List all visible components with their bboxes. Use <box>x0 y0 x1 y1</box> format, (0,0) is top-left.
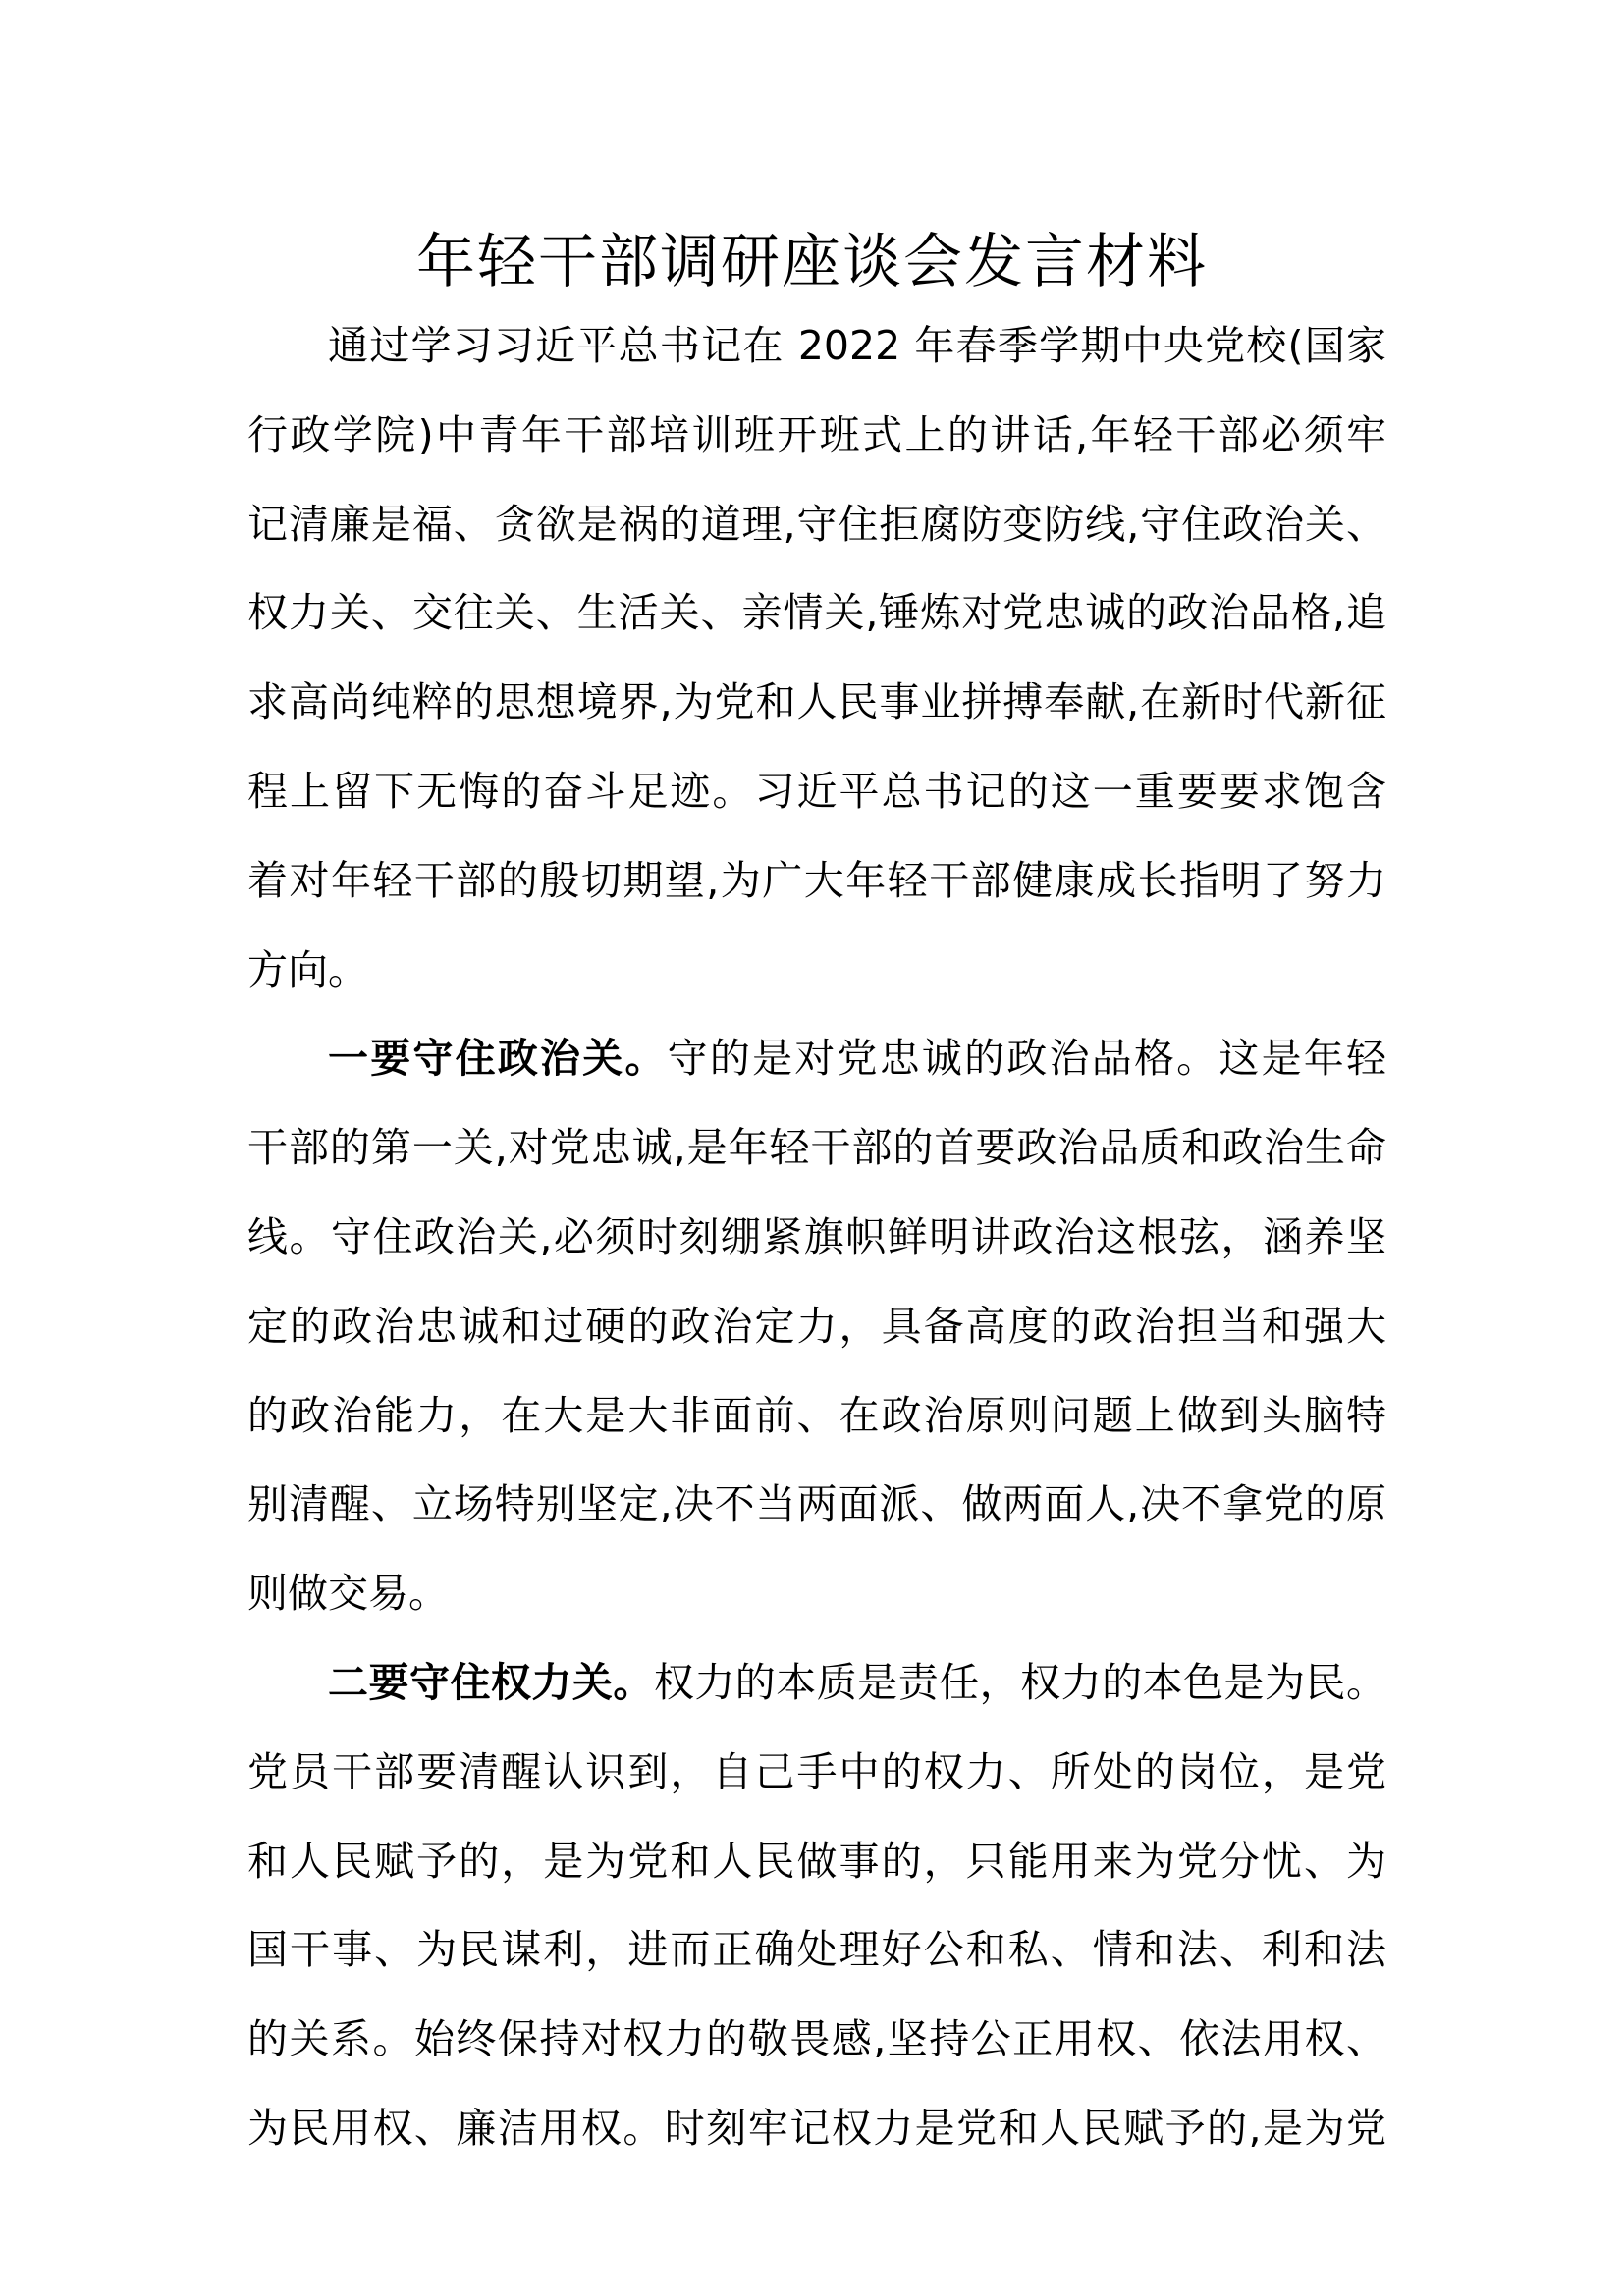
text-line: 的关系。始终保持对权力的敬畏感,坚持公正用权、依法用权、 <box>247 2015 1386 2063</box>
paragraph-lead: 一要守住政治关。 <box>328 1035 668 1083</box>
paragraph-political <box>247 1014 1386 1638</box>
text-line: 记清廉是福、贪欲是祸的道理,守住拒腐防变防线,守住政治关、 <box>247 500 1386 548</box>
text-line-rest: 权力的本质是责任，权力的本色是为民。 <box>653 1658 1387 1706</box>
text-line: 别清醒、立场特别坚定,决不当两面派、做两面人,决不拿党的原 <box>247 1480 1386 1528</box>
text-line: 线。守住政治关,必须时刻绷紧旗帜鲜明讲政治这根弦，涵养坚 <box>247 1212 1386 1260</box>
text-line: 求高尚纯粹的思想境界,为党和人民事业拼搏奉献,在新时代新征 <box>247 678 1386 726</box>
text-line: 和人民赋予的，是为党和人民做事的，只能用来为党分忧、为 <box>247 1837 1386 1885</box>
text-line: 定的政治忠诚和过硬的政治定力，具备高度的政治担当和强大 <box>247 1302 1386 1350</box>
text-line-rest: 守的是对党忠诚的政治品格。这是年轻 <box>667 1035 1387 1083</box>
document-title: 年轻干部调研座谈会发言材料 <box>416 228 1208 296</box>
text-line: 干部的第一关,对党忠诚,是年轻干部的首要政治品质和政治生命 <box>247 1124 1386 1172</box>
text-line: 国干事、为民谋利，进而正确处理好公和私、情和法、利和法 <box>247 1926 1386 1974</box>
text-line: 行政学院)中青年干部培训班开班式上的讲话,年轻干部必须牢 <box>247 410 1386 458</box>
text-line <box>247 1638 1386 1728</box>
text-line: 通过学习习近平总书记在 2022 年春季学期中央党校(国家 <box>328 322 1386 369</box>
text-line <box>247 1014 1386 1103</box>
document-body <box>247 301 1386 2173</box>
text-line: 党员干部要清醒认识到，自己手中的权力、所处的岗位，是党 <box>247 1747 1386 1795</box>
paragraph-intro <box>247 301 1386 1014</box>
text-line: 则做交易。 <box>247 1570 449 1618</box>
text-line: 方向。 <box>247 945 368 993</box>
paragraph-lead: 二要守住权力关。 <box>328 1658 654 1706</box>
text-line: 程上留下无悔的奋斗足迹。习近平总书记的这一重要要求饱含 <box>247 767 1386 815</box>
text-line: 为民用权、廉洁用权。时刻牢记权力是党和人民赋予的,是为党 <box>247 2104 1386 2152</box>
text-line: 着对年轻干部的殷切期望,为广大年轻干部健康成长指明了努力 <box>247 856 1386 904</box>
paragraph-power <box>247 1638 1386 2173</box>
text-line: 的政治能力，在大是大非面前、在政治原则问题上做到头脑特 <box>247 1391 1386 1439</box>
text-line: 权力关、交往关、生活关、亲情关,锤炼对党忠诚的政治品格,追 <box>247 589 1386 637</box>
